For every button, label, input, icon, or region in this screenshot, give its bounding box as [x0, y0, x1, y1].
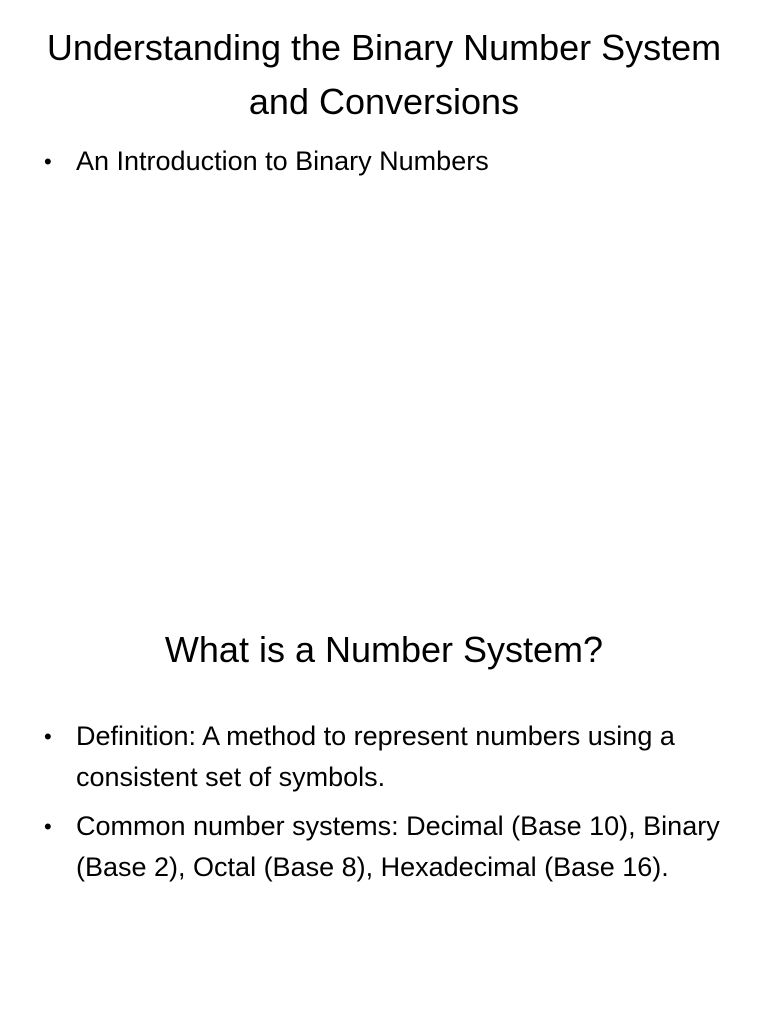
slide-2-bullet-2 — [44, 806, 724, 888]
slide-2 — [0, 512, 768, 1024]
slide-2-bullet-1 — [44, 716, 724, 798]
bullet-text: Common number systems: Decimal (Base 10), Binary (Base 2), Octal (Base 8), Hexadecimal (Base 16). — [76, 811, 720, 882]
bullet-text: Definition: A method to represent numbers using a consistent set of symbols. — [76, 721, 675, 792]
slide-2-title: What is a Number System? — [164, 629, 604, 670]
slide-1-bullet-list — [44, 141, 724, 190]
slide-1-bullet-1 — [44, 141, 724, 182]
bullet-icon: • — [44, 149, 52, 174]
bullet-icon: • — [44, 814, 52, 839]
slide-2-bullet-list — [44, 716, 724, 896]
bullet-text: An Introduction to Binary Numbers — [76, 146, 489, 176]
bullet-icon: • — [44, 724, 52, 749]
slide-1-title: Understanding the Binary Number System and Conversions — [46, 27, 722, 122]
